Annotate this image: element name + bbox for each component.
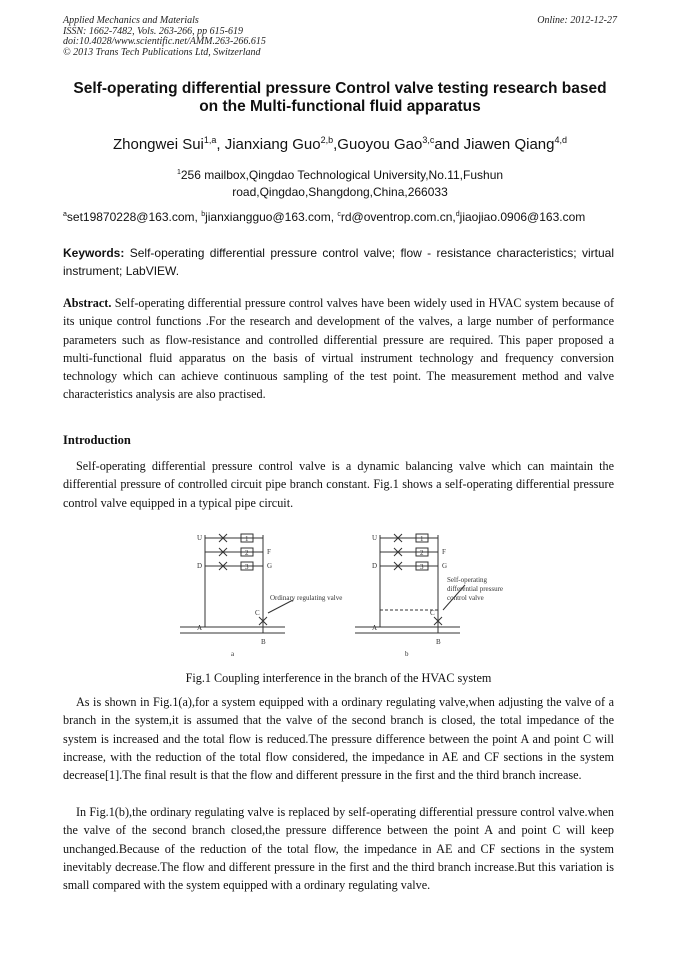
label-a-C: C (255, 609, 260, 617)
author-2: , Jianxiang Guo (216, 136, 321, 153)
email-b: jianxiangguo@163.com, (205, 210, 338, 224)
keywords-text: Self-operating differential pressure control valve; flow - resistance characteristics; virtual instrument; LabVIEW. (63, 246, 614, 278)
label-b-U: U (372, 534, 378, 542)
label-a-A: A (197, 624, 203, 632)
abstract-label: Abstract. (63, 296, 112, 310)
label-b-A: A (372, 624, 378, 632)
keywords (63, 244, 614, 280)
label-a-n1: 1 (245, 535, 249, 543)
keywords-label: Keywords: (63, 246, 125, 260)
author-4: and Jiawen Qiang (434, 136, 555, 153)
online-date: Online: 2012-12-27 (537, 15, 617, 26)
label-b-D: D (372, 562, 378, 570)
label-self-operating-2: differential pressure (447, 585, 504, 593)
author-3: ,Guoyou Gao (333, 136, 423, 153)
author-2-sup: 2,b (320, 135, 334, 145)
figure-caption: Fig.1 Coupling interference in the branch of the HVAC system (185, 671, 492, 685)
email-list (63, 206, 623, 226)
email-d-sup: d (455, 211, 460, 218)
section-heading-introduction: Introduction (63, 433, 131, 447)
label-b-B: B (436, 638, 441, 646)
label-b-n1: 1 (420, 535, 424, 543)
issn-line: ISSN: 1662-7482, Vols. 263-266, pp 615-619 (63, 25, 243, 37)
title-line-2: on the Multi-functional fluid apparatus (199, 98, 481, 115)
label-b-n3: 3 (420, 563, 424, 571)
email-a: set19870228@163.com, (66, 210, 202, 224)
label-a-n3: 3 (245, 563, 249, 571)
author-3-sup: 3,c (422, 135, 435, 145)
author-1-sup: 1,a (203, 135, 217, 145)
email-d: jiaojiao.0906@163.com (459, 210, 586, 224)
email-c: rd@oventrop.com.cn, (340, 210, 456, 224)
figure-1-diagram (175, 520, 515, 662)
email-a-sup: a (63, 211, 67, 218)
affiliation-line-2: road,Qingdao,Shangdong,China,266033 (232, 185, 448, 199)
label-a-G: G (267, 562, 273, 570)
abstract-text: Self-operating differential pressure control valves have been widely used in HVAC system because of its unique control functions .For the research and development of the valves, a large number of performance parameters such as flow-resistance and controlled differential pressure are required. This paper proposed a multi-functional fluid apparatus on the basis of virtual instrument technology and frequency conversion technology which can achieve continuous sampling of the test point. The measurement method and valve characteristics analysis are also practised. (63, 296, 614, 402)
affiliation-sup: 1 (176, 169, 181, 176)
label-a-n2: 2 (245, 549, 249, 557)
intro-paragraph-1: Self-operating differential pressure control valve is a dynamic balancing valve which can maintain the differential pressure of controlled circuit pipe branch constant. Fig.1 shows a self-operating differential pressure control valve equipped in a typical pipe circuit. (63, 459, 614, 510)
label-b-C: C (430, 609, 435, 617)
affiliation-text-1: 256 mailbox,Qingdao Technological University,No.11,Fushun (180, 168, 504, 182)
label-a-D: D (197, 562, 203, 570)
author-1: Zhongwei Sui (112, 136, 204, 153)
label-b-F: F (442, 548, 446, 556)
email-c-sup: c (337, 211, 341, 218)
doi-line: doi:10.4028/www.scientific.net/AMM.263-266.615 (63, 36, 266, 47)
affiliation (100, 164, 580, 201)
intro-paragraph-3: In Fig.1(b),the ordinary regulating valve is replaced by self-operating differential pressure control valve.when the valve of the second branch closed,the pressure difference between the point A and point C will keep unchanged.Because of the reduction of the total flow, the impedance in AE and CF sections in the system inevitably decrease.The flow and different pressure in the first and the third branch increase.But this variation is small compared with the system equipped with a ordinary regulating valve. (63, 805, 614, 893)
journal-header (63, 16, 617, 58)
copyright-line: © 2013 Trans Tech Publications Ltd, Switzerland (63, 46, 261, 58)
journal-name: Applied Mechanics and Materials (63, 15, 199, 26)
affiliation-line-1 (100, 164, 580, 184)
label-a-U: U (197, 534, 203, 542)
abstract (63, 294, 614, 404)
intro-paragraph-2: As is shown in Fig.1(a),for a system equipped with a ordinary regulating valve,when adjusting the valve of a branch in the system,it is assumed that the valve of the second branch is closed, the total impedance of the system is increased and the total flow is reduced.The pressure difference between the point A and point C will increase, with the reduction of the total flow considered, the impedance in AE and CF sections in the system decrease[1].The final result is that the flow and different pressure in the first and the third branch increase. (63, 695, 614, 783)
sublabel-a: a (231, 650, 235, 658)
label-a-F: F (267, 548, 271, 556)
email-b-sup: b (201, 211, 206, 218)
paper-title (60, 80, 620, 116)
label-a-B: B (261, 638, 266, 646)
label-ordinary-valve: Ordinary regulating valve (270, 594, 343, 602)
label-self-operating-1: Self-operating (447, 576, 488, 584)
sublabel-b: b (405, 650, 409, 658)
label-self-operating-3: control valve (447, 594, 484, 602)
author-list (60, 131, 620, 154)
label-b-n2: 2 (420, 549, 424, 557)
author-4-sup: 4,d (554, 135, 567, 145)
label-b-G: G (442, 562, 448, 570)
title-line-1: Self-operating differential pressure Control valve testing research based (73, 80, 607, 97)
